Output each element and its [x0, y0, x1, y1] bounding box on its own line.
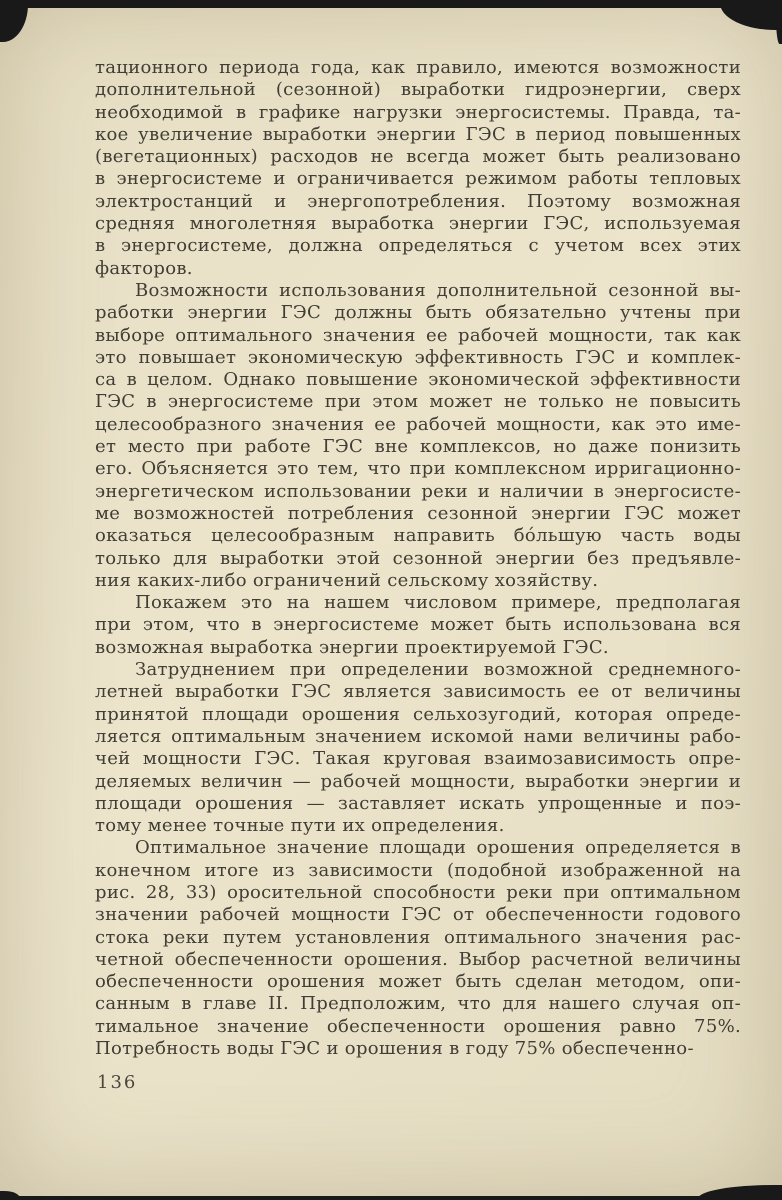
text-line: тому менее точные пути их определения. — [95, 815, 505, 837]
text-line: деляемых величин — рабочей мощности, выработки энергии и — [95, 770, 741, 792]
scan-edge-bottom — [0, 1196, 782, 1200]
text-line: конечном итоге из зависимости (подобной изображенной на — [95, 859, 741, 881]
text-line: площади орошения — заставляет искать упрощенные и поэ- — [95, 792, 741, 814]
text-line: рис. 28, 33) оросительной способности реки при оптимальном — [95, 881, 741, 903]
text-line: выборе оптимального значения ее рабочей мощности, так как — [95, 324, 741, 346]
text-line: возможная выработка энергии проектируемой ГЭС. — [95, 636, 609, 658]
text-line: факторов. — [95, 257, 193, 279]
text-line: целесообразного значения ее рабочей мощности, как это име- — [95, 413, 741, 435]
text-line: ляется оптимальным значением искомой нами величины рабо- — [95, 725, 741, 747]
text-line: это повышает экономическую эффективность ГЭС и комплек- — [95, 346, 741, 368]
paragraph — [95, 280, 741, 592]
text-line: чей мощности ГЭС. Такая круговая взаимозависимость опре- — [95, 748, 741, 770]
scan-corner-bottom-left — [0, 1191, 20, 1200]
paragraph — [95, 592, 741, 659]
text-line: средняя многолетняя выработка энергии ГЭС, используемая — [95, 213, 741, 235]
text-line: его. Объясняется это тем, что при комплексном ирригационно- — [95, 458, 741, 480]
text-line: в энергосистеме, должна определяться с учетом всех этих — [95, 235, 741, 257]
paragraph — [95, 837, 741, 1060]
text-line: необходимой в графике нагрузки энергосистемы. Правда, та- — [95, 101, 741, 123]
text-line: тимальное значение обеспеченности орошения равно 75%. — [95, 1015, 741, 1037]
text-line: обеспеченности орошения может быть сделан методом, опи- — [95, 971, 741, 993]
paragraph — [95, 659, 741, 837]
text-line: летней выработки ГЭС является зависимость ее от величины — [95, 681, 741, 703]
page-text — [95, 57, 741, 1060]
page-number: 136 — [97, 1072, 138, 1093]
paragraph — [95, 57, 741, 280]
text-line: работки энергии ГЭС должны быть обязательно учтены при — [95, 302, 741, 324]
scan-edge-right-top — [776, 0, 782, 44]
text-line: Потребность воды ГЭС и орошения в году 75% обеспеченно- — [95, 1038, 694, 1060]
text-line: дополнительной (сезонной) выработки гидроэнергии, сверх — [95, 79, 741, 101]
text-line: Затруднением при определении возможной среднемного- — [135, 659, 741, 681]
text-line: значении рабочей мощности ГЭС от обеспеченности годового — [95, 904, 741, 926]
scan-corner-top-left — [0, 0, 28, 42]
text-line: ния каких-либо ограничений сельскому хозяйству. — [95, 569, 599, 591]
text-line: оказаться целесообразным направить бо́льшую часть воды — [95, 525, 741, 547]
text-line: Покажем это на нашем числовом примере, предполагая — [135, 592, 741, 614]
text-line: только для выработки этой сезонной энергии без предъявле- — [95, 547, 741, 569]
text-line: стока реки путем установления оптимального значения рас- — [95, 926, 741, 948]
text-line: са в целом. Однако повышение экономической эффективности — [95, 369, 741, 391]
text-line: при этом, что в энергосистеме может быть использована вся — [95, 614, 741, 636]
text-line: энергетическом использовании реки и наличии в энергосисте- — [95, 480, 741, 502]
scan-edge-top — [0, 0, 782, 8]
scan-corner-top-right — [720, 0, 782, 30]
scan-corner-bottom-right — [698, 1185, 782, 1200]
text-line: (вегетационных) расходов не всегда может быть реализовано — [95, 146, 741, 168]
text-line: Возможности использования дополнительной сезонной вы- — [135, 279, 741, 301]
text-line: принятой площади орошения сельхозугодий, которая опреде- — [95, 703, 741, 725]
text-line: Оптимальное значение площади орошения определяется в — [135, 837, 741, 859]
text-line: ет место при работе ГЭС вне комплексов, но даже понизить — [95, 436, 741, 458]
text-line: ме возможностей потребления сезонной энергии ГЭС может — [95, 502, 741, 524]
text-line: четной обеспеченности орошения. Выбор расчетной величины — [95, 948, 741, 970]
text-line: тационного периода года, как правило, имеются возможности — [95, 57, 741, 78]
text-line: в энергосистеме и ограничивается режимом работы тепловых — [95, 168, 741, 190]
text-line: санным в главе II. Предположим, что для нашего случая оп- — [95, 993, 741, 1015]
text-line: электростанций и энергопотребления. Поэтому возможная — [95, 190, 741, 212]
text-line: ГЭС в энергосистеме при этом может не только не повысить — [95, 391, 741, 413]
text-line: кое увеличение выработки энергии ГЭС в период повышенных — [95, 123, 741, 145]
